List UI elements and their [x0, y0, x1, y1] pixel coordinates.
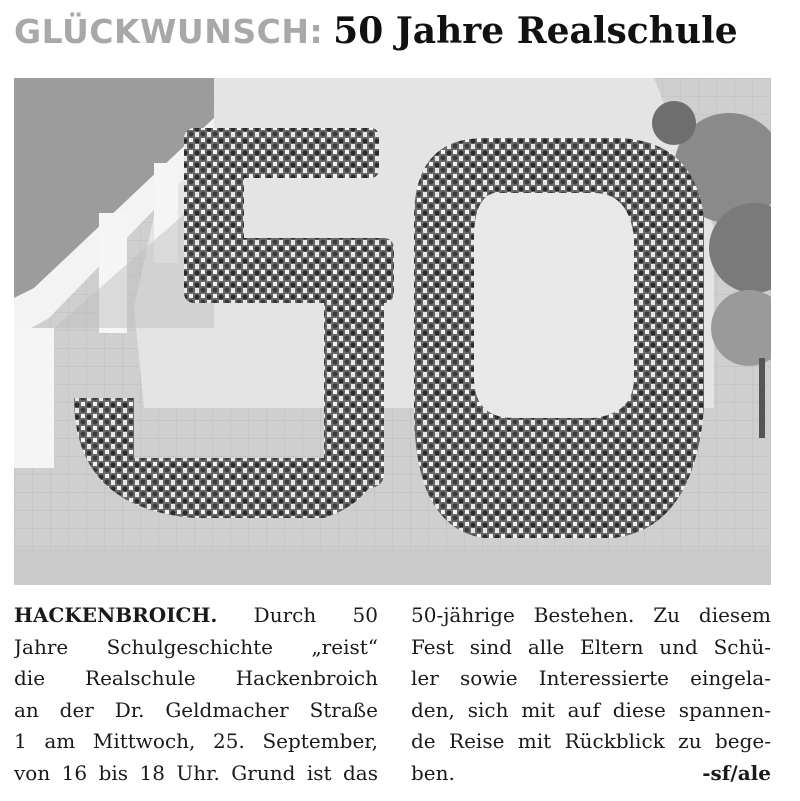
- article-photo: [14, 78, 771, 585]
- article-line: von 16 bis 18 Uhr. Grund ist das: [14, 760, 378, 785]
- article-line: 1 am Mittwoch, 25. September,: [14, 729, 378, 753]
- headline-kicker: GLÜCKWUNSCH:: [14, 12, 324, 51]
- article-line: 50-jährige Bestehen. Zu diesem: [411, 603, 771, 627]
- digit-zero-crowd: [414, 138, 704, 538]
- article-text: ben.: [411, 760, 455, 785]
- headline-title: 50 Jahre Realschule: [333, 10, 738, 52]
- article-column-left: [14, 600, 378, 795]
- article-final-line: [411, 758, 771, 790]
- article-dateline: HACKENBROICH.: [14, 603, 218, 627]
- article-column-right: [411, 600, 771, 795]
- article-line: ler sowie Interessierte eingela-: [411, 666, 771, 690]
- article-text: Durch 50: [217, 603, 378, 627]
- article-line: den, sich mit auf diese spannen-: [411, 697, 771, 722]
- article-line: [14, 600, 378, 632]
- article-line: Fest sind alle Eltern und Schü-: [411, 634, 771, 659]
- article-line: de Reise mit Rückblick zu bege-: [411, 729, 771, 753]
- photo-illustration: [14, 78, 771, 585]
- article-line: an der Dr. Geldmacher Straße: [14, 697, 378, 722]
- article-line: die Realschule Hackenbroich: [14, 666, 378, 690]
- headline: [14, 10, 786, 70]
- article-line: Jahre Schulgeschichte „reist“: [14, 634, 378, 659]
- author-signature: -sf/ale: [702, 760, 771, 785]
